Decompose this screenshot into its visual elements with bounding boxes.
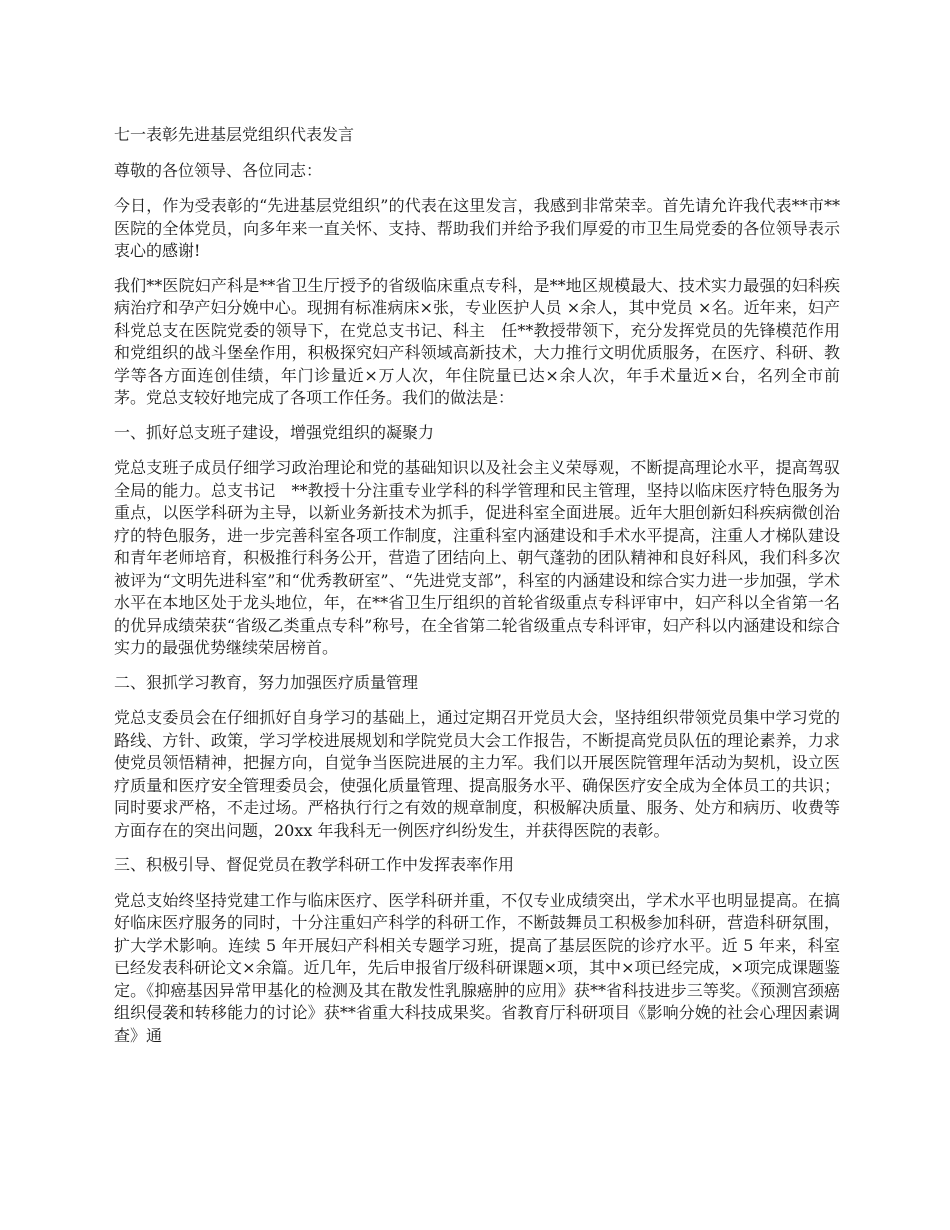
document-page bbox=[114, 124, 840, 1059]
section-heading-3: 三、积极引导、督促党员在教学科研工作中发挥表率作用 bbox=[114, 855, 515, 874]
section-heading-1: 一、抓好总支班子建设，增强党组织的凝聚力 bbox=[114, 422, 435, 442]
paragraph-department: 我们**医院妇产科是**省卫生厅授予的省级临床重点专科，是**地区规模最大、技术实力最强的妇科疾病治疗和孕产妇分娩中心。现拥有标准病床×张，专业医护人员 ×余人，其中党员 ×名。近年来，妇产科党总支在医院党委的领导下，在党总支书记、科主 任**教授带领下，充分发挥党员的先锋模范作用和党组织的战斗堡垒作用，积极探究妇产科领域高新技术，大力推行文明优质服务，在医疗、科研、教学等各方面连创佳绩，年门诊量近×万人次，年住院量已达×余人次，年手术量近×台，名列全市前茅。党总支较好地完成了各项工作任务。我们的做法是： bbox=[114, 275, 840, 407]
paragraph-intro: 今日，作为受表彰的“先进基层党组织”的代表在这里发言，我感到非常荣幸。首先请允许我代表**市**医院的全体党员，向多年来一直关怀、支持、帮助我们并给予我们厚爱的市卫生局党委的各位领导表示衷心的感谢! bbox=[114, 196, 840, 260]
paragraph-section-2: 党总支委员会在仔细抓好自身学习的基础上，通过定期召开党员大会，坚持组织带领党员集中学习党的路线、方针、政策，学习学校进展规划和学院党员大会工作报告，不断提高党员队伍的理论素养，力求使党员领悟精神，把握方向，自觉争当医院进展的主力军。我们以开展医院管理年活动为契机，设立医疗质量和医疗安全管理委员会，使强化质量管理、提高服务水平、确保医疗安全成为全体员工的共识；同时要求严格，不走过场。严格执行行之有效的规章制度，积极解决质量、服务、处方和病历、收费等方面存在的突出问题，20xx 年我科无一例医疗纠纷发生，并获得医院的表彰。 bbox=[114, 708, 840, 840]
section-heading-2: 二、狠抓学习教育，努力加强医疗质量管理 bbox=[114, 672, 419, 692]
document-title: 七一表彰先进基层党组织代表发言 bbox=[114, 125, 355, 144]
paragraph-section-3: 党总支始终坚持党建工作与临床医疗、医学科研并重，不仅专业成绩突出，学术水平也明显提高。在搞好临床医疗服务的同时，十分注重妇产科学的科研工作，不断鼓舞员工积极参加科研，营造科研氛围，扩大学术影响。连续 5 年开展妇产科相关专题学习班，提高了基层医院的诊疗水平。近 5 年来，科室已经发表科研论文×余篇。近几年，先后申报省厅级科研课题×项，其中×项已经完成，×项完成课题鉴定。《抑癌基因异常甲基化的检测及其在散发性乳腺癌肿的应用》获**省科技进步三等奖。《预测宫颈癌组织侵袭和转移能力的讨论》获**省重大科技成果奖。省教育厅科研项目《影响分娩的社会心理因素调查》通 bbox=[114, 890, 840, 1045]
greeting: 尊敬的各位领导、各位同志： bbox=[114, 160, 323, 180]
paragraph-section-1: 党总支班子成员仔细学习政治理论和党的基础知识以及社会主义荣辱观，不断提高理论水平，提高驾驭全局的能力。总支书记 **教授十分注重专业学科的科学管理和民主管理，坚持以临床医疗特色服务为重点，以医学科研为主导，以新业务新技术为抓手，促进科室全面进展。近年大胆创新妇科疾病微创治疗的特色服务，进一步完善科室各项工作制度，注重科室内涵建设和手术水平提高，注重人才梯队建设和青年老师培育，积极推行科务公开，营造了团结向上、朝气蓬勃的团队精神和良好科风，我们科多次被评为“文明先进科室”和“优秀教研室”、“先进党支部”，科室的内涵建设和综合实力进一步加强，学术水平在本地区处于龙头地位，年，在**省卫生厅组织的首轮省级重点专科评审中，妇产科以全省第一名的优异成绩荣获“省级乙类重点专科”称号，在全省第二轮省级重点专科评审，妇产科以内涵建设和综合实力的最强优势继续荣居榜首。 bbox=[114, 458, 840, 657]
